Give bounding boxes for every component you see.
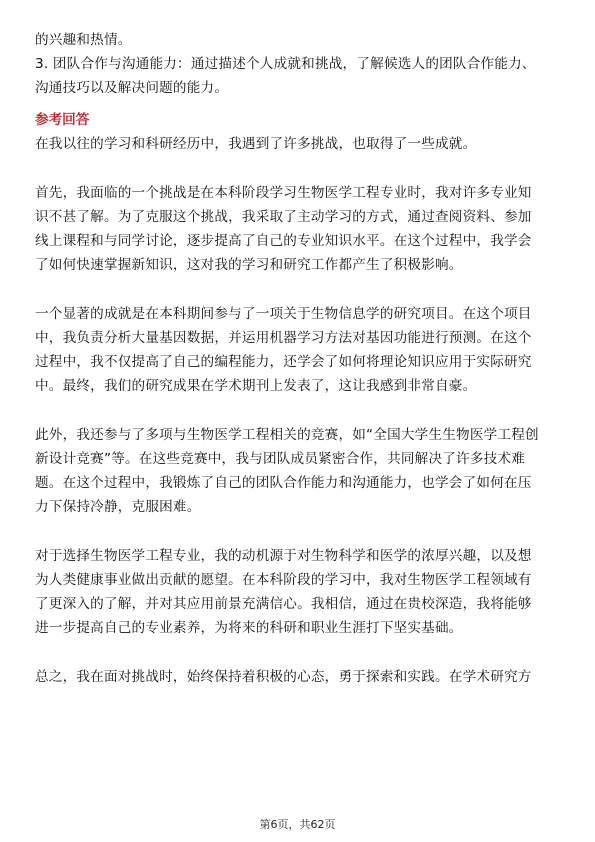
paragraph-line: 一个显著的成就是在本科期间参与了一项关于生物信息学的研究项目。在这个项目 [35, 306, 532, 322]
paragraph-line: 新设计竞赛”等。在这些竞赛中，我与团队成员紧密合作，共同解决了许多技术难 [35, 451, 526, 467]
paragraph-line: 了如何快速掌握新知识，这对我的学习和研究工作都产生了积极影响。 [35, 257, 463, 273]
document-page [35, 28, 563, 689]
paragraph-line: 中。最终，我们的研究成果在学术期刊上发表了，这让我感到非常自豪。 [35, 378, 477, 394]
paragraph-line: 对于选择生物医学工程专业，我的动机源于对生物科学和医学的浓厚兴趣，以及想 [35, 548, 532, 564]
paragraph-line: 力下保持冷静，克服困难。 [35, 499, 201, 515]
list-item-3-line: 3. 团队合作与沟通能力：通过描述个人成就和挑战，了解候选人的团队合作能力、 [35, 56, 536, 72]
paragraph-line: 在我以往的学习和科研经历中，我遇到了许多挑战，也取得了一些成就。 [35, 136, 477, 152]
paragraph-line: 识不甚了解。为了克服这个挑战，我采取了主动学习的方式，通过查阅资料、参加 [35, 209, 532, 225]
answer-heading: 参考回答 [35, 112, 90, 128]
paragraph-line: 题。在这个过程中，我锻炼了自己的团队合作能力和沟通能力，也学会了如何在压 [35, 475, 532, 491]
paragraph-line: 线上课程和与同学讨论，逐步提高了自己的专业知识水平。在这个过程中，我学会 [35, 233, 532, 249]
paragraph-line: 中，我负责分析大量基因数据，并运用机器学习方法对基因功能进行预测。在这个 [35, 330, 532, 346]
paragraph-line: 进一步提高自己的专业素养，为将来的科研和职业生涯打下坚实基础。 [35, 620, 463, 636]
paragraph-line: 首先，我面临的一个挑战是在本科阶段学习生物医学工程专业时，我对许多专业知 [35, 185, 532, 201]
intro-line: 的兴趣和热情。 [35, 32, 132, 48]
list-item-3-line: 沟通技巧以及解决问题的能力。 [35, 80, 229, 96]
paragraph-line: 为人类健康事业做出贡献的愿望。在本科阶段的学习中，我对生物医学工程领域有 [35, 572, 532, 588]
page-number: 第6页，共62页 [259, 818, 336, 831]
paragraph-line: 此外，我还参与了多项与生物医学工程相关的竞赛，如“全国大学生生物医学工程创 [35, 427, 539, 443]
paragraph-line: 过程中，我不仅提高了自己的编程能力，还学会了如何将理论知识应用于实际研究 [35, 354, 532, 370]
paragraph-line: 了更深入的了解，并对其应用前景充满信心。我相信，通过在贵校深造，我将能够 [35, 596, 532, 612]
paragraph-line: 总之，我在面对挑战时，始终保持着积极的心态，勇于探索和实践。在学术研究方 [35, 669, 532, 685]
